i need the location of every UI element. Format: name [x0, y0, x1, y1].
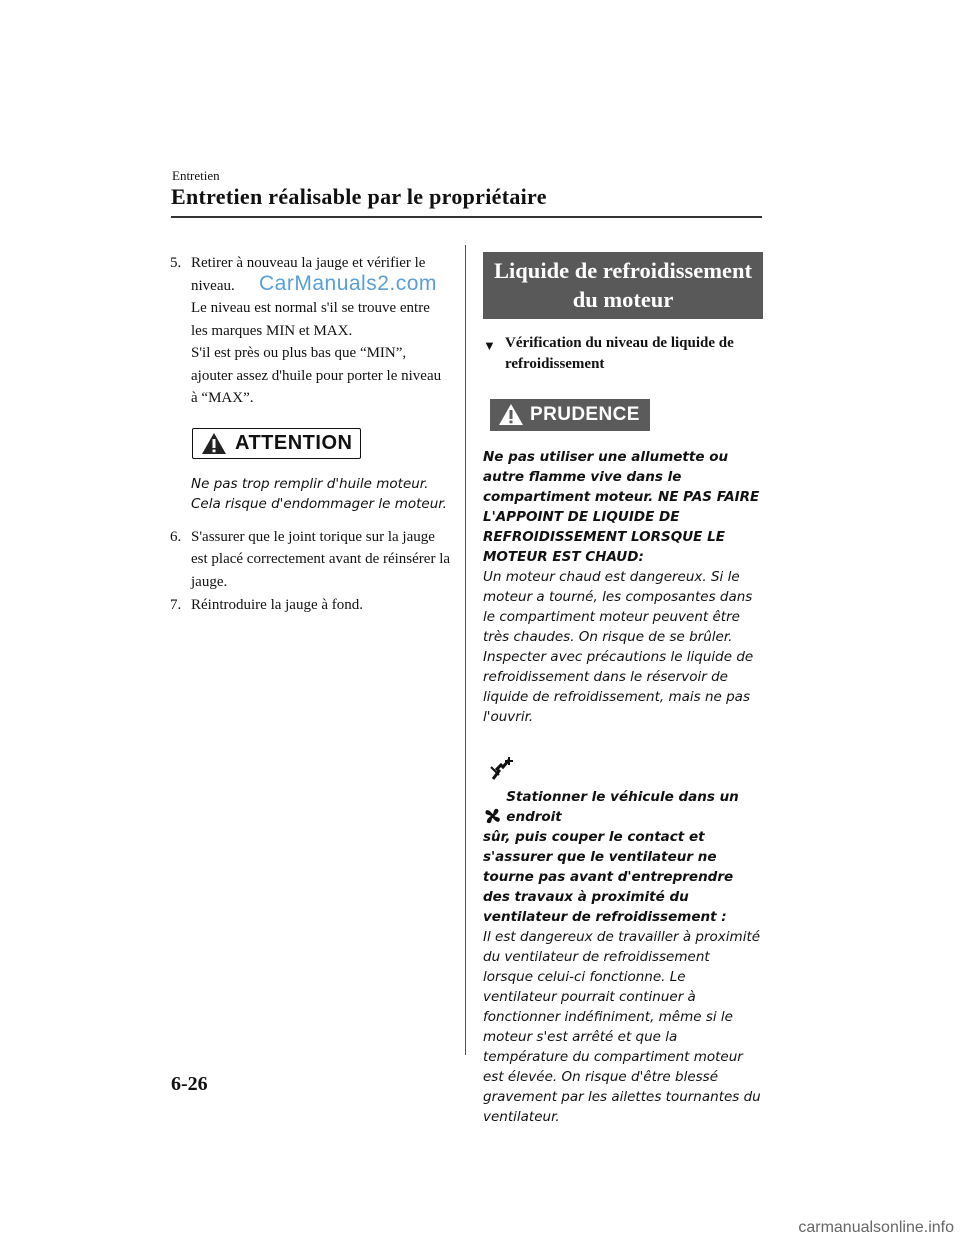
step-number: 6.	[170, 528, 182, 545]
warning-triangle-icon	[201, 432, 227, 455]
prudence-block	[483, 447, 763, 727]
step-text: Le niveau est normal s'il se trouve entre les marques MIN et MAX.	[191, 300, 430, 339]
fan-icon	[483, 805, 502, 827]
prudence-badge	[490, 399, 650, 431]
triangle-down-icon: ▼	[483, 338, 496, 353]
step-text: Réintroduire la jauge à fond.	[191, 597, 364, 613]
step-6	[165, 526, 450, 594]
footer-site-mark: carmanualsonline.info	[798, 1219, 954, 1236]
prudence-bold-text: Ne pas utiliser une allumette ou autre flamme vive dans le compartiment moteur. NE PAS FAIRE L'APPOINT DE LIQUIDE DE REFROIDISSEMENT LORSQUE LE MOTEUR EST CHAUD:	[483, 449, 760, 565]
prudence-body-text: Un moteur chaud est dangereux. Si le moteur a tourné, les composantes dans le compartiment moteur peuvent être très chaudes. On risque de se brûler. Inspecter avec précautions le liquide de refroidissement dans le réservoir de liquide de refroidissement, mais ne pas l'ouvrir.	[483, 569, 754, 725]
section-label: Entretien	[172, 168, 220, 183]
fan-bold-text: sûr, puis couper le contact et s'assurer que le ventilateur ne tourne pas avant d'entreprendre des travaux à proximité du ventilateur de refroidissement :	[483, 829, 734, 925]
title-rule	[171, 216, 762, 218]
fan-bold-first-line: Stationner le véhicule dans un endroit	[506, 789, 739, 825]
warning-triangle-icon	[498, 403, 524, 426]
attention-text: Ne pas trop remplir d'huile moteur. Cela risque d'endommager le moteur.	[191, 475, 447, 512]
step-5	[165, 252, 450, 410]
left-column	[165, 252, 450, 617]
section-banner: Liquide de refroidissement du moteur	[483, 252, 763, 319]
step-text: S'il est près ou plus bas que “MIN”, ajouter assez d'huile pour porter le niveau à “MAX”.	[191, 345, 442, 406]
subheading-text: Vérification du niveau de liquide de refroidissement	[505, 335, 734, 372]
step-number: 7.	[170, 597, 182, 613]
attention-label: ATTENTION	[235, 431, 353, 454]
page-number: 6-26	[171, 1073, 208, 1095]
step-number: 5.	[170, 255, 182, 271]
fan-warning-block	[483, 757, 763, 1127]
prudence-label: PRUDENCE	[530, 403, 640, 425]
watermark: CarManuals2.com	[259, 272, 437, 295]
attention-badge	[192, 428, 361, 459]
subheading	[483, 333, 763, 375]
step-text: Retirer à nouveau la jauge et vérifier le niveau.	[191, 255, 426, 294]
no-hands-icon	[489, 757, 517, 783]
fan-warning-first-line	[483, 787, 763, 827]
step-7	[165, 594, 450, 617]
fan-body-text: Il est dangereux de travailler à proximité du ventilateur de refroidissement lorsque celui-ci fonctionne. Le ventilateur pourrait continuer à fonctionner indéfiniment, même si le moteur s'est arrêté et que la température du compartiment moteur est élevée. On risque d'être blessé gravement par les ailettes tournantes du ventilateur.	[483, 929, 761, 1125]
column-divider	[465, 245, 466, 1055]
right-column	[483, 252, 763, 1127]
page-title: Entretien réalisable par le propriétaire	[171, 184, 547, 209]
step-text: S'assurer que le joint torique sur la jauge est placé correctement avant de réinsérer la jauge.	[191, 528, 451, 590]
